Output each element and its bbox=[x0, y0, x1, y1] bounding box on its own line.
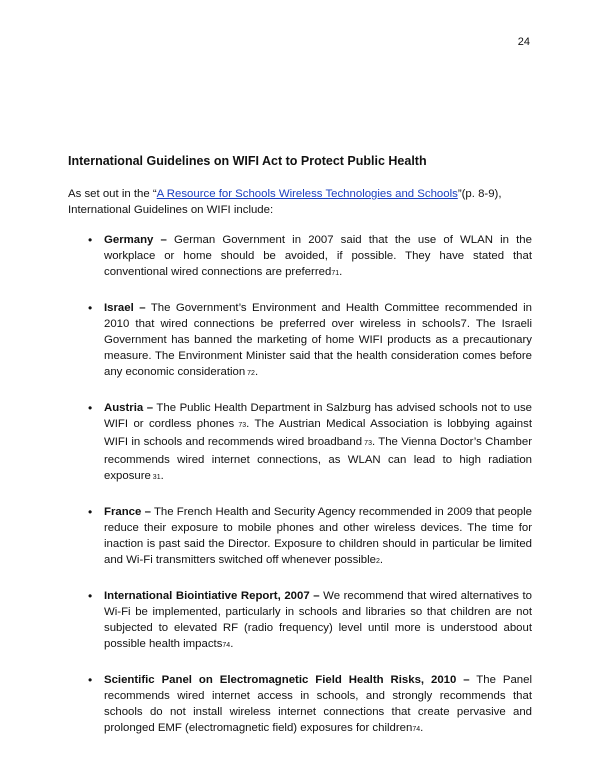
guideline-israel bbox=[68, 300, 532, 382]
guideline-lead: Austria – bbox=[104, 402, 154, 414]
guideline-text: The Public Health Department in Salzburg has advised schools not to use WIFI or cordless phones bbox=[104, 402, 532, 430]
guideline-scientific-panel bbox=[68, 672, 532, 738]
guideline-text: We recommend that wired alternatives to Wi-Fi be implemented, particularly in schools and libraries so that children are not subjected to elevated RF (radio frequency) level until more is understood about possible health impacts bbox=[104, 590, 532, 650]
reference-number: 74 bbox=[412, 726, 421, 733]
guideline-text: The Government’s Environment and Health Committee recommended in 2010 that wired connections be preferred over wireless in schools7. The Israeli Government has banned the marketing of home WIFI products as a precautionary measure. The Environment Minister said that the health consideration comes before any economic consideration bbox=[104, 302, 532, 378]
guideline-france bbox=[68, 504, 532, 570]
resource-link[interactable]: A Resource for Schools Wireless Technologies and Schools bbox=[156, 188, 458, 200]
reference-number: 74 bbox=[222, 642, 231, 649]
guideline-lead: Germany – bbox=[104, 234, 167, 246]
bullet-icon: • bbox=[88, 505, 93, 519]
guideline-text: German Government in 2007 said that the use of WLAN in the workplace or home should be avoided, if possible. They have stated that conventional wired connections are preferred bbox=[104, 234, 532, 278]
reference-number: 31 bbox=[150, 474, 161, 481]
intro-text-after: ”(p. 8-9), International Guidelines on WIFI include: bbox=[68, 188, 502, 216]
guideline-text-cont: . The Austrian Medical Association is lobbying against WIFI in schools and recommends wired broadband bbox=[104, 418, 533, 448]
guideline-lead: International Biointiative Report, 2007 – bbox=[104, 590, 320, 602]
guideline-text: The Panel recommends wired internet access in schools, and strongly recommends that schools do not install wireless internet connections that create pervasive and prolonged EMF (electromagnetic field) exposures for children bbox=[104, 674, 532, 734]
guideline-text-cont: . The Vienna Doctor’s Chamber recommends wired internet connections, as WLAN can lead to high radiation exposure bbox=[104, 436, 532, 482]
bullet-icon: • bbox=[88, 301, 93, 315]
guideline-text-end: . bbox=[339, 266, 343, 278]
intro-paragraph bbox=[68, 186, 532, 218]
guideline-text-end: . bbox=[230, 638, 234, 650]
guideline-austria bbox=[68, 400, 532, 486]
guideline-text-end: . bbox=[160, 470, 164, 482]
page-number: 24 bbox=[517, 36, 530, 48]
section-heading: International Guidelines on WIFI Act to Protect Public Health bbox=[68, 154, 427, 168]
guideline-lead: Israel – bbox=[104, 302, 146, 314]
guideline-text-end: . bbox=[254, 366, 259, 378]
reference-number: 73 bbox=[362, 440, 372, 447]
reference-number: 71 bbox=[331, 270, 340, 277]
guideline-lead: France – bbox=[104, 506, 151, 518]
bullet-icon: • bbox=[88, 673, 93, 687]
intro-text-before: As set out in the “ bbox=[68, 188, 157, 200]
reference-number: 73 bbox=[234, 422, 247, 429]
guidelines-list bbox=[68, 232, 532, 756]
bullet-icon: • bbox=[88, 589, 93, 603]
reference-number: 72 bbox=[245, 370, 255, 377]
guideline-biointiative-report bbox=[68, 588, 532, 654]
guideline-text: The French Health and Security Agency recommended in 2009 that people reduce their exposure to mobile phones and other wireless devices. The time for inaction is past said the Director. Exposure to children should in particular be limited and Wi-Fi transmitters switched off whenever possible bbox=[104, 506, 532, 566]
guideline-text-end: . bbox=[379, 554, 384, 566]
bullet-icon: • bbox=[88, 401, 93, 415]
guideline-text-end: . bbox=[420, 722, 424, 734]
guideline-lead: Scientific Panel on Electromagnetic Field Health Risks, 2010 – bbox=[104, 674, 470, 686]
guideline-germany bbox=[68, 232, 532, 282]
bullet-icon: • bbox=[88, 233, 93, 247]
reference-number: 2 bbox=[376, 558, 380, 565]
